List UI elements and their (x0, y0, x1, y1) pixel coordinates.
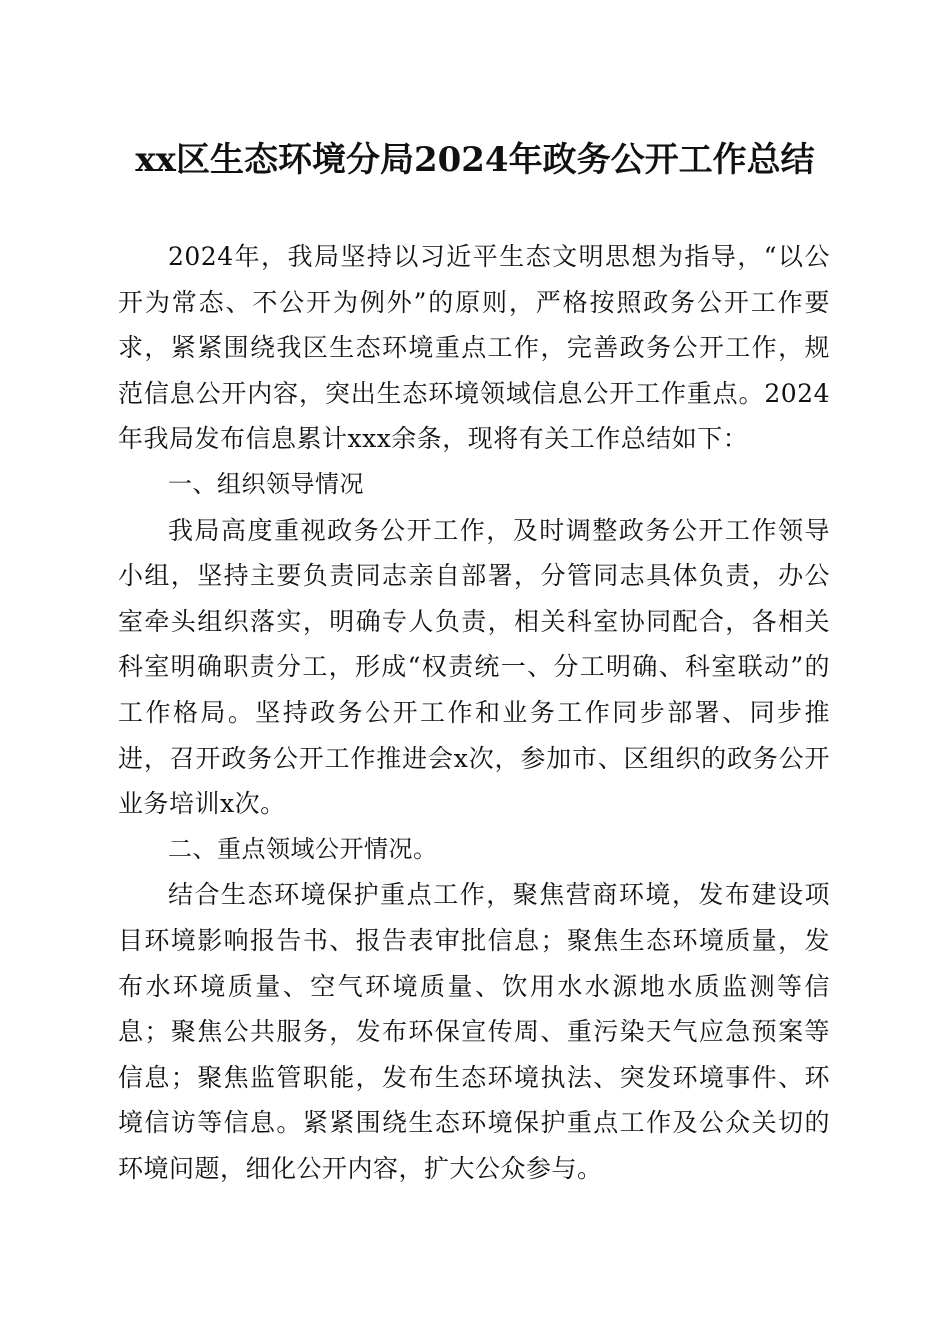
document-body (118, 234, 830, 1191)
intro-paragraph: 2024年，我局坚持以习近平生态文明思想为指导，“以公开为常态、不公开为例外”的原则，严格按照政务公开工作要求，紧紧围绕我区生态环境重点工作，完善政务公开工作，规范信息公开内容，突出生态环境领域信息公开工作重点。2024年我局发布信息累计xxx余条，现将有关工作总结如下： (118, 242, 830, 454)
section-heading-key-areas: 二、重点领域公开情况。 (168, 834, 438, 863)
section-paragraph-organization: 我局高度重视政务公开工作，及时调整政务公开工作领导小组，坚持主要负责同志亲自部署，分管同志具体负责，办公室牵头组织落实，明确专人负责，相关科室协同配合，各相关科室明确职责分工，形成“权责统一、分工明确、科室联动”的工作格局。坚持政务公开工作和业务工作同步部署、同步推进，召开政务公开工作推进会x次，参加市、区组织的政务公开业务培训x次。 (118, 515, 830, 819)
document-title: xx区生态环境分局2024年政务公开工作总结 (135, 140, 815, 180)
section-paragraph-key-areas: 结合生态环境保护重点工作，聚焦营商环境，发布建设项目环境影响报告书、报告表审批信息；聚焦生态环境质量，发布水环境质量、空气环境质量、饮用水水源地水质监测等信息；聚焦公共服务，发布环保宣传周、重污染天气应急预案等信息；聚焦监管职能，发布生态环境执法、突发环境事件、环境信访等信息。紧紧围绕生态环境保护重点工作及公众关切的环境问题，细化公开内容，扩大公众参与。 (118, 880, 830, 1183)
section-heading-organization: 一、组织领导情况 (168, 469, 364, 498)
